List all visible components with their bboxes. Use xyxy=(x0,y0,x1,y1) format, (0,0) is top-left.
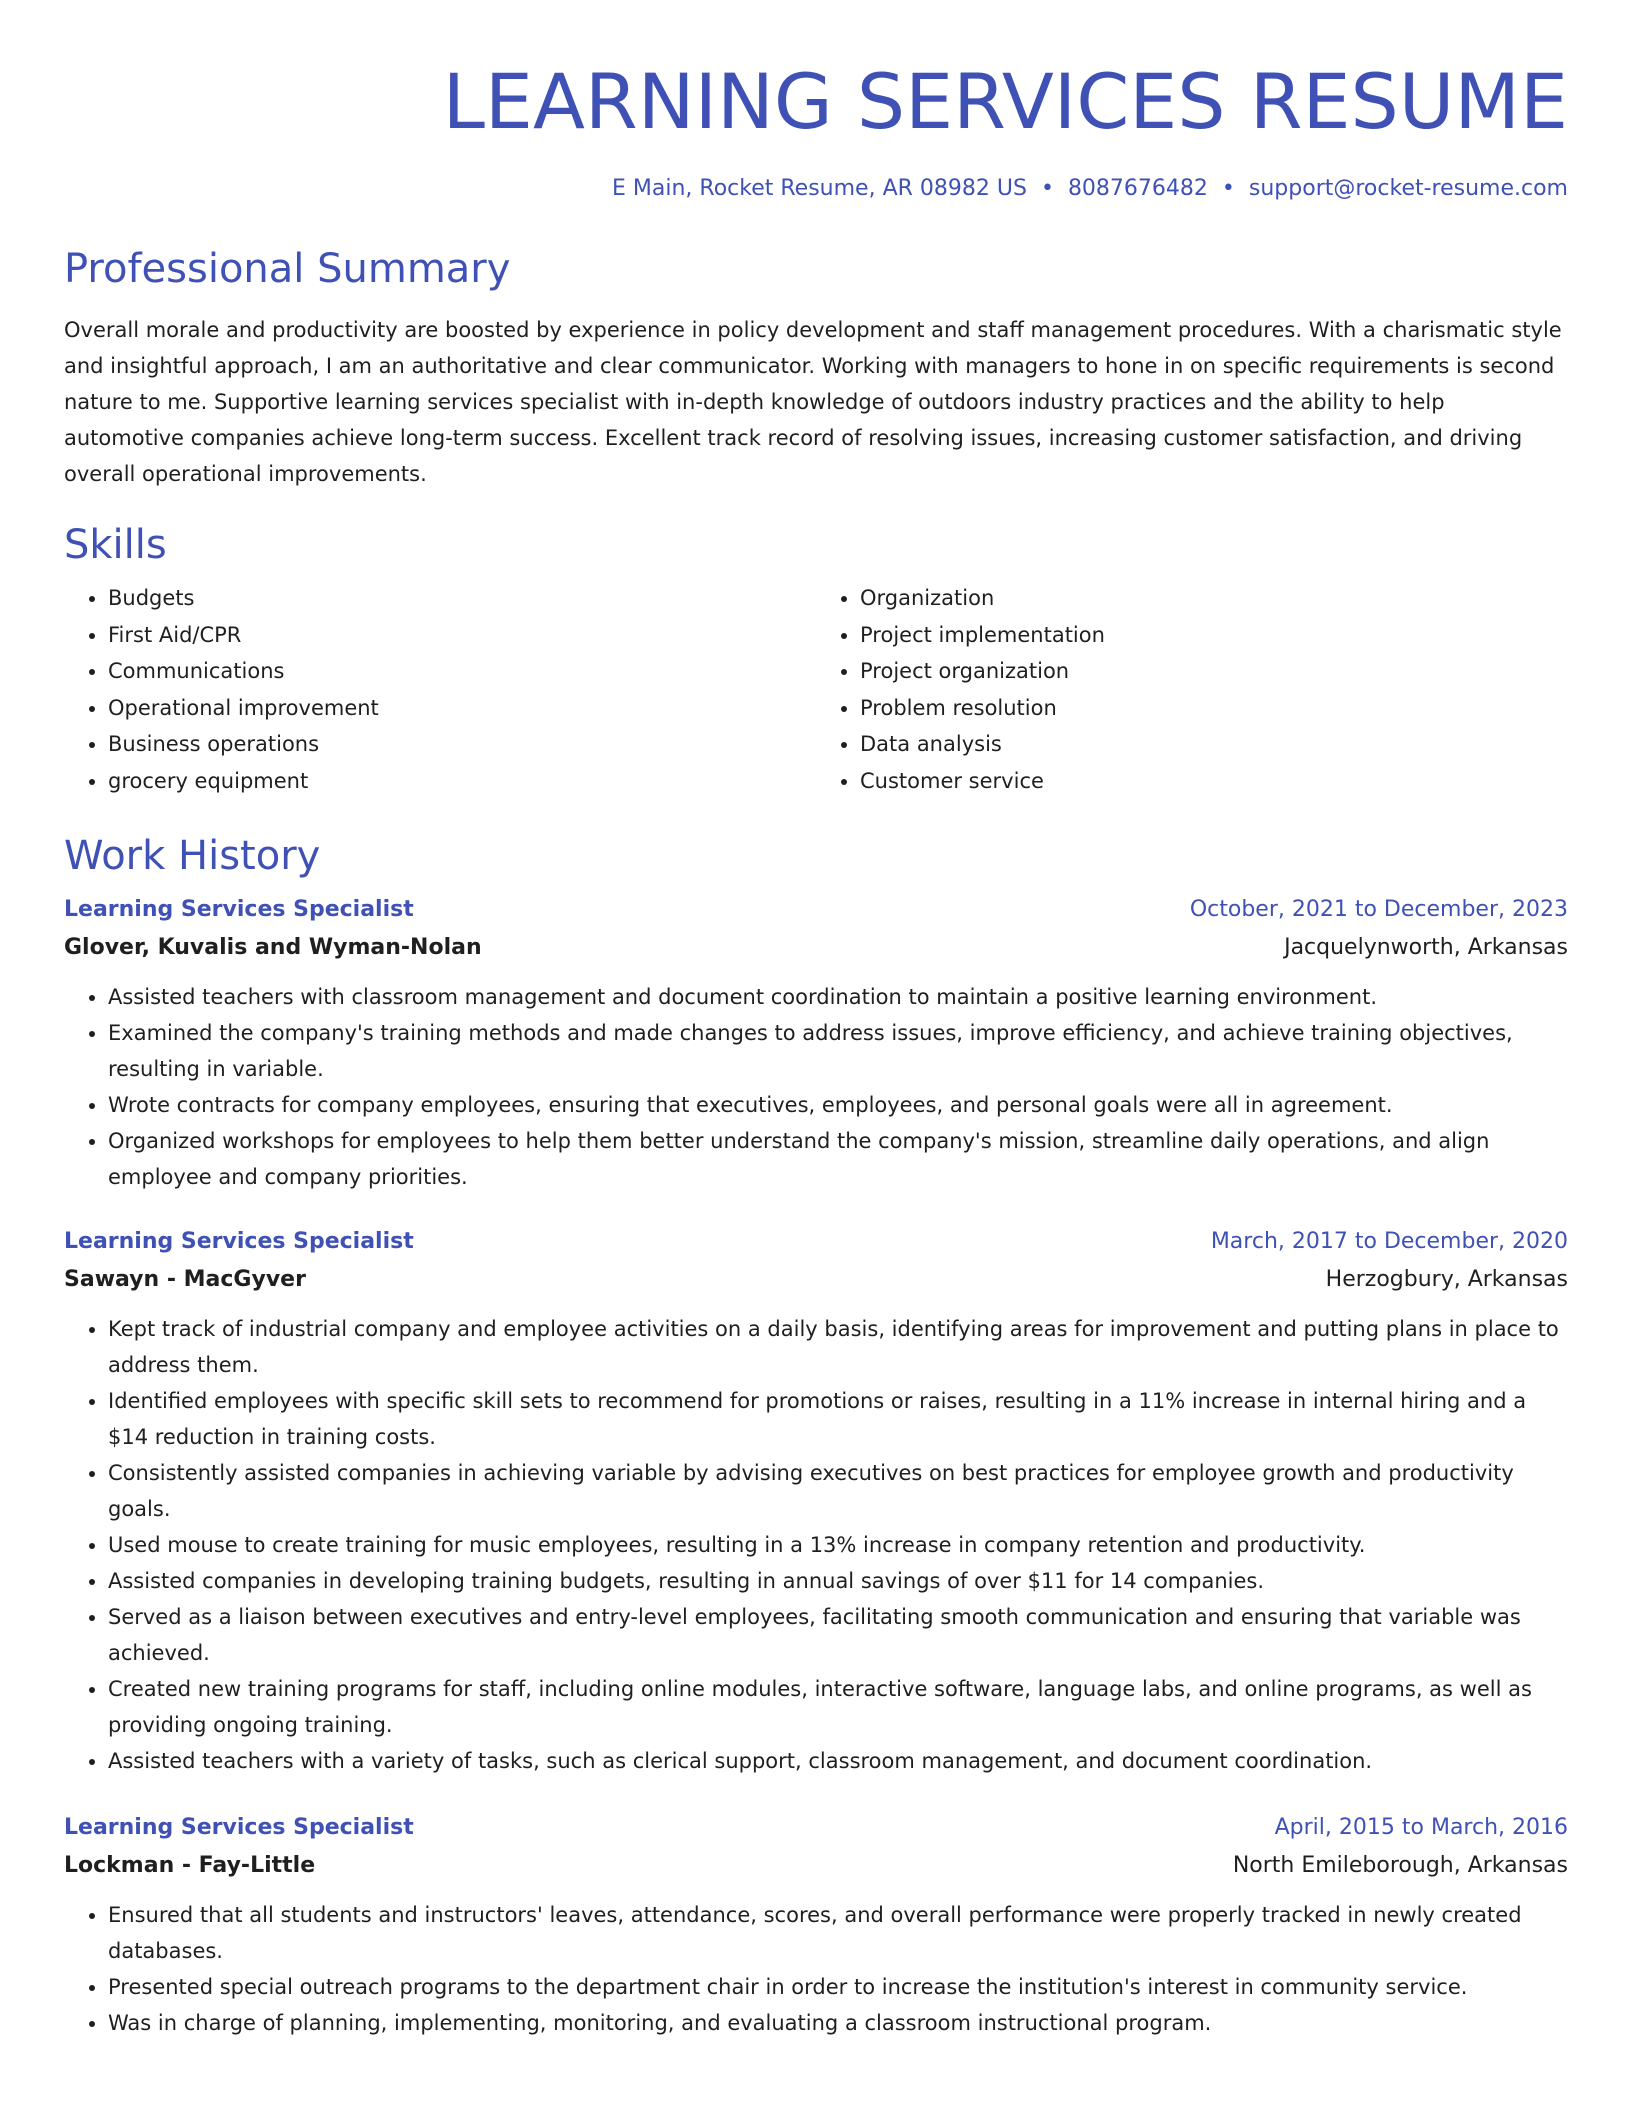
resume-header xyxy=(64,52,1568,204)
skill-item: • Organization xyxy=(860,580,1568,617)
job-subheader xyxy=(64,1847,1568,1885)
skill-item: • Project organization xyxy=(860,653,1568,690)
job-bullet: • Created new training programs for staff, including online modules, interactive software, language labs, and online programs, as well as providing ongoing training. xyxy=(108,1671,1568,1743)
job-bullet: • Examined the company's training methods and made changes to address issues, improve efficiency, and achieve training objectives, resulting in variable. xyxy=(108,1015,1568,1087)
contact-separator: • xyxy=(1221,176,1235,201)
job-title: Learning Services Specialist xyxy=(64,1229,414,1254)
summary-heading: Professional Summary xyxy=(64,246,511,292)
job-entry xyxy=(64,1223,1568,1779)
skills-heading: Skills xyxy=(64,522,167,568)
skill-item: • Operational improvement xyxy=(108,690,816,727)
skills-columns xyxy=(64,580,1568,799)
job-location: Herzogbury, Arkansas xyxy=(1325,1267,1568,1292)
job-title: Learning Services Specialist xyxy=(64,1815,414,1840)
job-bullet: • Kept track of industrial company and employee activities on a daily basis, identifying areas for improvement and putting plans in place to address them. xyxy=(108,1311,1568,1383)
job-bullet: • Used mouse to create training for music employees, resulting in a 13% increase in company retention and productivity. xyxy=(108,1527,1568,1563)
job-bullets xyxy=(64,1311,1568,1779)
contact-line xyxy=(64,174,1568,204)
skill-item: • Customer service xyxy=(860,763,1568,800)
job-company: Sawayn - MacGyver xyxy=(64,1267,306,1292)
summary-text: Overall morale and productivity are boosted by experience in policy development and staff management procedures. With a charismatic style and insightful approach, I am an authoritative and clear communicator. Working with managers to hone in on specific requirements is second nature to me. Supportive learning services specialist with in-depth knowledge of outdoors industry practices and the ability to help automotive companies achieve long-term success. Excellent track record of resolving issues, increasing customer satisfaction, and driving overall operational improvements. xyxy=(64,318,1562,486)
skill-item: • Data analysis xyxy=(860,726,1568,763)
skills-list-right xyxy=(816,580,1568,799)
job-entry xyxy=(64,891,1568,1195)
job-entry xyxy=(64,1809,1568,2041)
job-bullet: • Wrote contracts for company employees, ensuring that executives, employees, and personal goals were all in agreement. xyxy=(108,1087,1568,1123)
resume-name: LEARNING SERVICES RESUME xyxy=(442,57,1568,146)
job-bullet: • Assisted teachers with classroom management and document coordination to maintain a positive learning environment. xyxy=(108,979,1568,1015)
skill-item: • Budgets xyxy=(108,580,816,617)
contact-separator: • xyxy=(1040,176,1054,201)
skill-item: • Problem resolution xyxy=(860,690,1568,727)
job-bullet: • Organized workshops for employees to help them better understand the company's mission, streamline daily operations, and align employee and company priorities. xyxy=(108,1123,1568,1195)
job-dates: March, 2017 to December, 2020 xyxy=(1210,1229,1568,1254)
skill-item: • Project implementation xyxy=(860,617,1568,654)
contact-phone: 8087676482 xyxy=(1067,176,1208,201)
job-bullet: • Consistently assisted companies in achieving variable by advising executives on best practices for employee growth and productivity goals. xyxy=(108,1455,1568,1527)
contact-email: support@rocket-resume.com xyxy=(1248,176,1568,201)
job-title: Learning Services Specialist xyxy=(64,897,414,922)
job-company: Lockman - Fay-Little xyxy=(64,1853,316,1878)
job-dates: October, 2021 to December, 2023 xyxy=(1189,897,1568,922)
skill-item: • First Aid/CPR xyxy=(108,617,816,654)
job-location: Jacquelynworth, Arkansas xyxy=(1284,935,1568,960)
skill-item: • grocery equipment xyxy=(108,763,816,800)
skill-item: • Business operations xyxy=(108,726,816,763)
job-bullet: • Assisted teachers with a variety of tasks, such as clerical support, classroom management, and document coordination. xyxy=(108,1743,1568,1779)
contact-address: E Main, Rocket Resume, AR 08982 US xyxy=(612,176,1027,201)
job-subheader xyxy=(64,1261,1568,1299)
job-subheader xyxy=(64,929,1568,967)
job-company: Glover, Kuvalis and Wyman-Nolan xyxy=(64,935,482,960)
job-bullet: • Ensured that all students and instructors' leaves, attendance, scores, and overall performance were properly tracked in newly created databases. xyxy=(108,1897,1568,1969)
job-bullets xyxy=(64,979,1568,1195)
job-header xyxy=(64,891,1568,929)
work-history-heading: Work History xyxy=(64,833,321,879)
job-bullet: • Identified employees with specific skill sets to recommend for promotions or raises, resulting in a 11% increase in internal hiring and a $14 reduction in training costs. xyxy=(108,1383,1568,1455)
skills-list-left xyxy=(64,580,816,799)
job-bullet: • Presented special outreach programs to the department chair in order to increase the institution's interest in community service. xyxy=(108,1969,1568,2005)
skill-item: • Communications xyxy=(108,653,816,690)
job-location: North Emileborough, Arkansas xyxy=(1232,1853,1568,1878)
job-bullet: • Assisted companies in developing training budgets, resulting in annual savings of over $11 for 14 companies. xyxy=(108,1563,1568,1599)
job-bullet: • Was in charge of planning, implementing, monitoring, and evaluating a classroom instructional program. xyxy=(108,2005,1568,2041)
job-dates: April, 2015 to March, 2016 xyxy=(1274,1815,1568,1840)
job-bullets xyxy=(64,1897,1568,2041)
job-header xyxy=(64,1809,1568,1847)
job-header xyxy=(64,1223,1568,1261)
job-bullet: • Served as a liaison between executives and entry-level employees, facilitating smooth communication and ensuring that variable was achieved. xyxy=(108,1599,1568,1671)
